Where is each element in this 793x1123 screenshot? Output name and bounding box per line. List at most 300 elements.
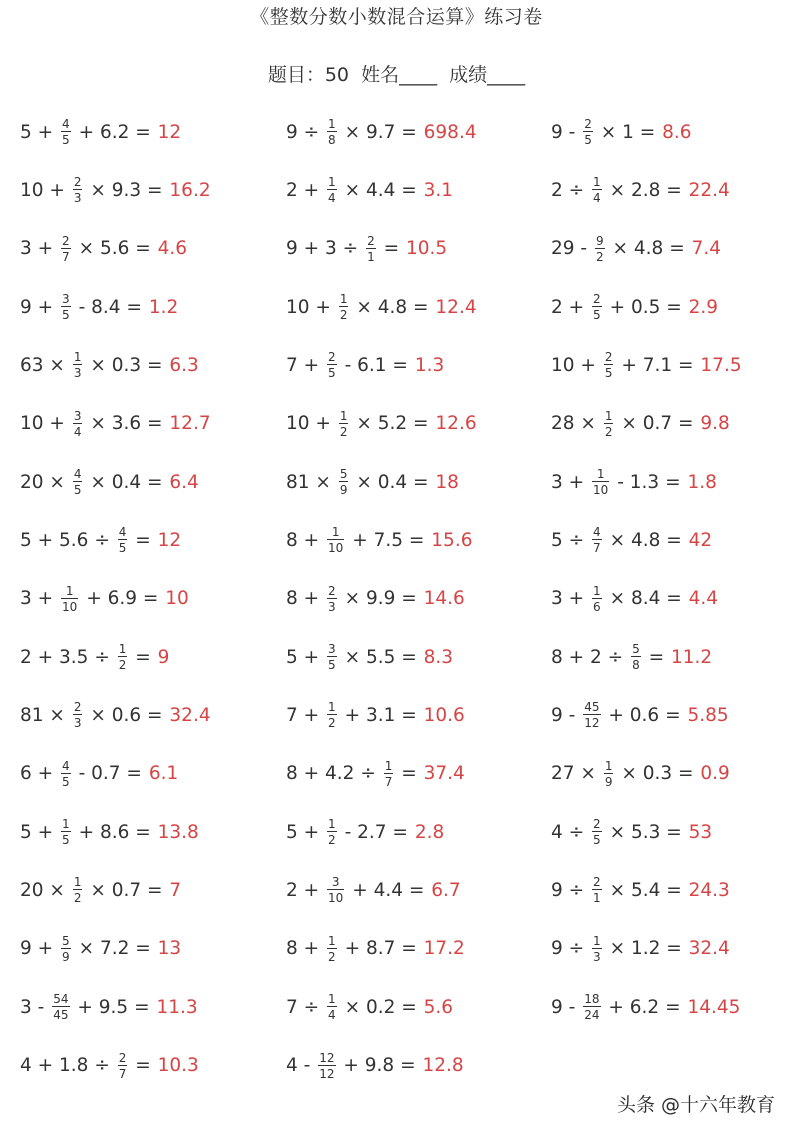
fraction-numerator: 1 [596,467,605,482]
expression-text: 4 ÷ [551,821,591,843]
problem-item [286,1046,551,1086]
fraction-numerator: 1 [384,758,393,773]
expression-text: 63 × [20,354,71,376]
fraction-denominator: 3 [73,366,82,381]
fraction [583,118,593,146]
answer: 3.1 [423,179,454,201]
expression-text: 9 + [20,296,60,318]
fraction-denominator: 4 [593,191,601,206]
fraction [384,760,394,788]
answer: 4.6 [157,238,188,260]
problem-item [20,345,286,385]
expression-text: 27 × [551,763,602,785]
expression-text: × 0.4 = [350,471,435,493]
fraction-numerator: 5 [62,933,70,948]
problem-item [286,170,551,210]
answer: 10.5 [405,238,448,260]
problem-item [551,754,781,794]
problem-item [551,345,781,385]
fraction-denominator: 7 [384,774,393,789]
expression-text: = [395,763,423,785]
answer: 1.3 [414,354,445,376]
expression-text: 5 + [286,646,326,668]
fraction-denominator: 2 [339,424,348,439]
fraction [327,585,337,613]
expression-text: 5 + [20,821,60,843]
fraction [73,701,83,729]
expression-text: + 6.2 = [72,121,157,143]
fraction-denominator: 2 [328,833,336,848]
fraction [61,585,78,613]
answer: 10.6 [423,704,465,726]
expression-text: 7 ÷ [286,996,326,1018]
expression-text: 7 + [286,704,326,726]
expression-text: × 0.7 = [615,413,700,435]
expression-text: + 9.5 = [71,996,156,1018]
fraction [118,643,128,671]
expression-text: 9 + [20,938,60,960]
expression-text: × 9.7 = [338,121,423,143]
fraction-denominator: 1 [367,249,375,264]
fraction-denominator: 3 [328,599,336,614]
answer: 6.3 [169,354,199,376]
expression-text: + 7.5 = [346,529,431,551]
expression-text: × 4.8 = [350,296,435,318]
fraction [61,293,71,321]
answer: 8.3 [423,646,454,668]
fraction-denominator: 5 [62,133,70,147]
expression-text: 8 + 4.2 ÷ [286,763,382,785]
fraction-numerator: 1 [118,642,127,657]
problem-item [20,170,286,210]
fraction [592,176,602,204]
expression-text: + 7.1 = [615,354,700,376]
fraction-numerator: 4 [73,467,82,482]
problem-item [286,987,551,1027]
expression-text: 8 + [286,529,326,551]
fraction-numerator: 45 [584,700,600,715]
expression-text: = [129,646,157,668]
expression-text: 10 + [20,179,71,201]
answer: 12.6 [435,413,477,435]
expression-text: + 6.9 = [80,588,165,610]
expression-text: × 5.4 = [603,879,688,901]
problem-item [286,695,551,735]
answer: 5.6 [423,996,454,1018]
fraction-numerator: 54 [53,992,69,1007]
fraction [339,293,349,321]
fraction-numerator: 1 [73,350,82,365]
answer: 11.2 [670,646,713,668]
fraction-denominator: 2 [328,716,336,731]
fraction [339,410,349,438]
answer: 18 [435,471,459,493]
fraction [327,526,344,554]
fraction-numerator: 4 [118,525,127,540]
expression-text: 10 + [551,354,602,376]
fraction-denominator: 9 [62,949,70,964]
expression-text: 5 ÷ [551,529,591,551]
problem-item [286,870,551,910]
fraction-denominator: 7 [118,1066,127,1081]
fraction [327,701,337,729]
fraction-numerator: 1 [593,583,601,598]
expression-text: + 9.8 = [337,1055,422,1076]
expression-text: - 6.1 = [338,354,414,376]
fraction [592,818,602,846]
fraction [631,643,641,671]
answer: 24.3 [688,879,730,901]
fraction-denominator: 5 [593,308,601,323]
fraction [52,993,69,1021]
expression-text: × 4.8 = [603,529,688,551]
fraction-denominator: 5 [328,366,336,381]
fraction [61,760,71,788]
fraction-numerator: 1 [604,758,613,773]
answer: 0.9 [700,763,730,785]
problem-item [286,929,551,969]
expression-text: 3 + [551,588,591,610]
expression-text: × 9.9 = [338,588,423,610]
fraction [339,468,349,496]
problem-item [286,520,551,560]
expression-text: - 1.3 = [611,471,687,493]
problem-item [286,812,551,852]
problem-item [20,404,286,444]
answer: 6.1 [148,763,179,785]
problem-item [20,637,286,677]
expression-text: 3 + [20,588,60,610]
problem-item [286,754,551,794]
fraction-numerator: 3 [73,408,82,423]
fraction [327,935,337,963]
answer: 6.4 [169,471,199,493]
fraction-denominator: 6 [593,599,601,614]
fraction [592,526,602,554]
fraction [592,935,602,963]
fraction-numerator: 18 [584,992,600,1007]
expression-text: + 8.7 = [338,938,423,960]
fraction [592,468,609,496]
fraction [366,235,376,263]
fraction-denominator: 2 [118,658,127,673]
expression-text: 2 + [286,879,326,901]
fraction-denominator: 2 [604,424,613,439]
expression-text: 9 ÷ [551,879,591,901]
answer: 10 [165,588,189,610]
answer: 6.7 [431,879,461,901]
expression-text: 3 + [551,471,591,493]
fraction-denominator: 8 [632,658,640,673]
expression-text: 5 + [20,121,60,143]
answer: 2.9 [688,296,719,318]
expression-text: 20 × [20,879,71,901]
expression-text: 3 + [20,238,60,260]
expression-text: 5 + [286,821,326,843]
answer: 13 [157,938,182,960]
problem-item [551,987,781,1027]
expression-text: + 4.4 = [346,879,431,901]
answer: 1.2 [148,296,179,318]
fraction [604,760,614,788]
fraction-numerator: 2 [367,233,375,248]
problem-item [551,579,781,619]
problem-item [551,229,781,269]
fraction [592,876,602,904]
expression-text: 9 - [551,121,582,143]
answer: 13.8 [157,821,199,843]
expression-text: = [642,646,670,668]
fraction-denominator: 4 [73,424,82,439]
fraction-denominator: 8 [328,133,336,147]
fraction-numerator: 1 [339,408,348,423]
fraction [61,818,71,846]
fraction [327,351,337,379]
fraction-denominator: 3 [73,716,82,731]
problem-item [286,404,551,444]
fraction-denominator: 4 [328,1008,336,1023]
fraction-numerator: 3 [62,292,70,307]
fraction-numerator: 5 [632,642,640,657]
answer: 8.6 [662,121,692,143]
answer: 12.8 [422,1055,464,1076]
expression-text: 9 ÷ [286,121,326,143]
fraction-denominator: 9 [604,774,613,789]
fraction-numerator: 1 [604,408,613,423]
expression-text: × 3.6 = [84,413,169,435]
fraction [592,293,602,321]
fraction-denominator: 5 [73,483,82,498]
answer: 14.6 [423,588,465,610]
fraction-denominator: 5 [62,308,70,323]
problem-item [551,929,781,969]
answer: 32.4 [688,938,730,960]
expression-text: + 3.1 = [338,704,423,726]
answer: 14.45 [687,996,741,1018]
expression-text: 81 × [20,704,71,726]
problem-item [20,579,286,619]
answer: 2.8 [414,821,445,843]
fraction [61,235,71,263]
answer: 12 [157,121,182,143]
fraction-numerator: 1 [328,700,336,715]
fraction-denominator: 7 [62,249,70,264]
problem-item [551,520,781,560]
fraction-numerator: 2 [328,350,336,365]
fraction-denominator: 5 [118,541,127,556]
expression-text: × 1.2 = [603,938,688,960]
fraction [327,993,337,1021]
fraction-numerator: 2 [584,117,592,131]
problem-item [20,112,286,152]
problem-item [20,520,286,560]
fraction [73,876,83,904]
fraction-numerator: 12 [319,1050,335,1065]
fraction [327,818,337,846]
answer: 53 [688,821,713,843]
fraction [583,701,600,729]
fraction-denominator: 5 [328,658,336,673]
fraction-denominator: 10 [593,483,609,498]
fraction-denominator: 24 [584,1008,600,1023]
problem-grid [20,112,781,1104]
expression-text: 7 + [286,354,326,376]
expression-text: 29 - [551,238,593,260]
expression-text: 9 - [551,704,582,726]
fraction-numerator: 2 [118,1050,127,1065]
answer: 12.7 [169,413,211,435]
fraction-numerator: 2 [593,817,601,832]
fraction [118,1052,128,1080]
fraction-denominator: 7 [593,541,601,556]
expression-text: × 0.2 = [338,996,423,1018]
fraction-denominator: 5 [62,774,70,789]
expression-text: 8 + [286,938,326,960]
fraction [604,351,614,379]
fraction-numerator: 1 [339,292,348,307]
fraction-numerator: 1 [328,992,336,1007]
fraction-numerator: 4 [62,117,70,131]
expression-text: + 6.2 = [602,996,687,1018]
expression-text: × 9.3 = [84,179,169,201]
problem-item [286,462,551,502]
answer: 37.4 [423,763,465,785]
expression-text: × 7.2 = [72,938,157,960]
problem-item [20,1046,286,1086]
answer: 1.8 [687,471,717,493]
problem-item [20,754,286,794]
expression-text: 28 × [551,413,602,435]
fraction-denominator: 10 [328,891,344,906]
problem-item [20,229,286,269]
expression-text: × 4.4 = [338,179,423,201]
expression-text: = [129,1055,157,1076]
problem-item [20,870,286,910]
expression-text: 20 × [20,471,71,493]
fraction [73,176,83,204]
answer: 9 [157,646,170,668]
fraction-denominator: 3 [593,949,601,964]
fraction [73,351,83,379]
expression-text: × 0.4 = [84,471,169,493]
problem-item [551,112,781,152]
problem-item [20,987,286,1027]
fraction [592,585,602,613]
expression-text: × 4.8 = [606,238,691,260]
expression-text: - 0.7 = [72,763,148,785]
fraction-numerator: 1 [62,817,70,832]
problem-item [286,229,551,269]
answer: 4.4 [688,588,719,610]
expression-text: + 8.6 = [72,821,157,843]
problem-item [20,287,286,327]
problem-item [551,870,781,910]
fraction-numerator: 2 [604,350,613,365]
expression-text: × 2.8 = [603,179,688,201]
expression-text: 8 + 2 ÷ [551,646,630,668]
fraction-denominator: 4 [328,191,336,206]
expression-text: 10 + [20,413,71,435]
fraction-numerator: 2 [62,233,70,248]
problem-item [20,812,286,852]
expression-text: × 5.5 = [338,646,423,668]
expression-text: 9 + 3 ÷ [286,238,365,260]
problem-item [551,462,781,502]
expression-text: 2 + 3.5 ÷ [20,646,116,668]
fraction-denominator: 5 [604,366,613,381]
expression-text: 3 - [20,996,51,1018]
answer: 698.4 [423,121,477,143]
fraction [118,526,128,554]
fraction-denominator: 12 [319,1066,335,1081]
problem-item [551,287,781,327]
fraction [327,176,337,204]
problem-item [286,637,551,677]
fraction-numerator: 1 [328,175,336,190]
fraction-numerator: 3 [328,642,336,657]
fraction-numerator: 1 [593,175,601,190]
answer: 7 [169,879,182,901]
problem-item [286,287,551,327]
fraction-numerator: 2 [328,583,336,598]
expression-text: 9 ÷ [551,938,591,960]
expression-text: 9 - [551,996,582,1018]
expression-text: 4 + 1.8 ÷ [20,1055,116,1076]
problem-item [286,345,551,385]
problem-item [286,579,551,619]
expression-text: - 2.7 = [338,821,414,843]
problem-item [551,404,781,444]
expression-text: - 8.4 = [72,296,148,318]
answer: 12.4 [435,296,477,318]
worksheet-title: 《整数分数小数混合运算》练习卷 [250,6,543,28]
fraction-numerator: 1 [73,875,82,890]
answer: 9.8 [700,413,730,435]
expression-text: × 8.4 = [603,588,688,610]
watermark: 头条 @十六年教育 [616,1094,775,1116]
answer: 7.4 [691,238,721,260]
fraction-numerator: 1 [328,817,336,832]
expression-text: × 0.6 = [84,704,169,726]
fraction [327,118,337,146]
fraction-numerator: 1 [328,933,336,948]
fraction-denominator: 5 [584,133,592,147]
fraction-denominator: 9 [339,483,348,498]
fraction-denominator: 2 [595,249,604,264]
fraction-numerator: 2 [73,175,82,190]
expression-text: × 5.3 = [603,821,688,843]
problem-item [551,170,781,210]
expression-text: 6 + [20,763,60,785]
expression-text: + 0.5 = [603,296,688,318]
expression-text: × 0.3 = [615,763,700,785]
fraction-denominator: 12 [584,716,600,731]
expression-text: 10 + [286,296,337,318]
fraction-denominator: 2 [328,949,336,964]
expression-text: 5 + 5.6 ÷ [20,529,116,551]
fraction-numerator: 1 [331,525,340,540]
fraction-denominator: 10 [62,599,78,614]
fraction [318,1052,335,1080]
problem-item [551,637,781,677]
answer: 12 [157,529,182,551]
fraction-denominator: 1 [593,891,601,906]
fraction-denominator: 2 [339,308,348,323]
fraction [327,876,344,904]
fraction-numerator: 4 [593,525,601,540]
fraction [604,410,614,438]
fraction-numerator: 1 [65,583,74,598]
